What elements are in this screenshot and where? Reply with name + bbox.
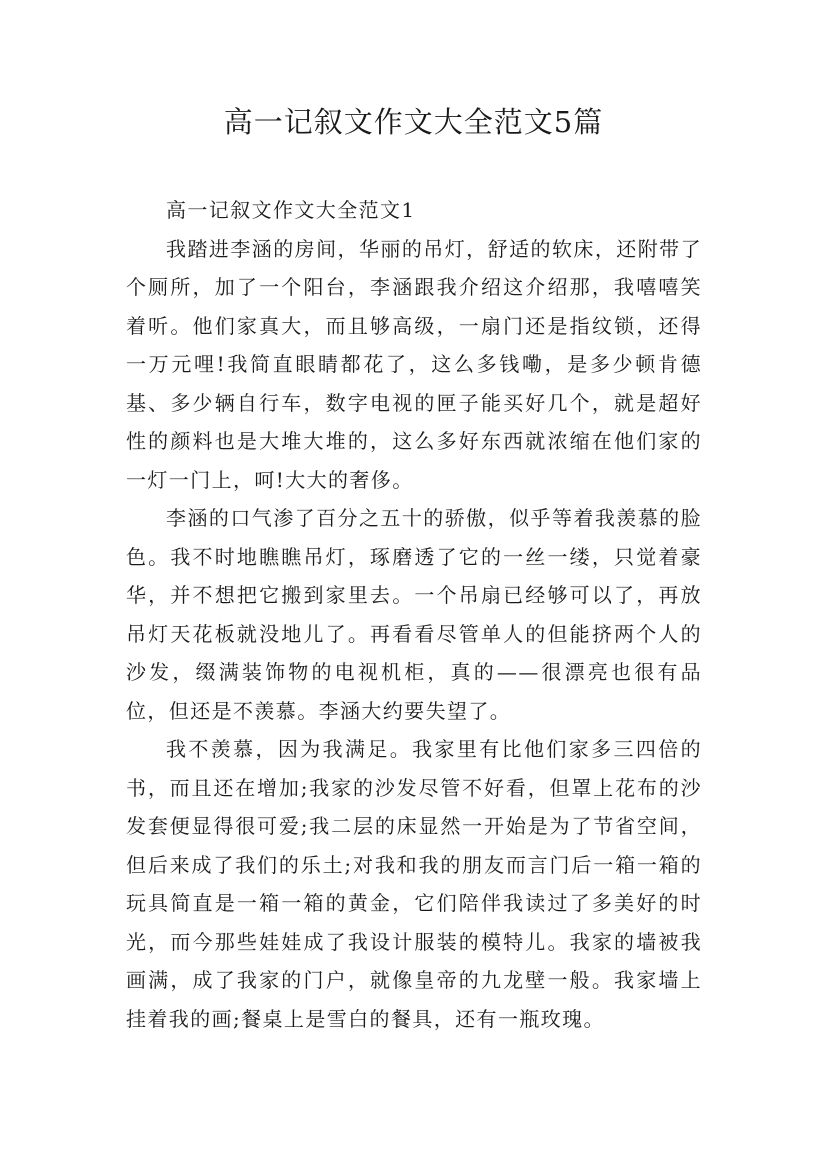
document-body <box>126 191 702 1038</box>
paragraph-3: 我不羡慕，因为我满足。我家里有比他们家多三四倍的书，而且还在增加;我家的沙发尽管不好看，但罩上花布的沙发套便显得很可爱;我二层的床显然一开始是为了节省空间，但后来成了我们的乐土;对我和我的朋友而言门后一箱一箱的玩具简直是一箱一箱的黄金，它们陪伴我读过了多美好的时光，而今那些娃娃成了我设计服装的模特儿。我家的墙被我画满，成了我家的门户，就像皇帝的九龙壁一般。我家墙上挂着我的画;餐桌上是雪白的餐具，还有一瓶玫瑰。 <box>126 737 702 1031</box>
paragraph-2: 李涵的口气渗了百分之五十的骄傲，似乎等着我羡慕的脸色。我不时地瞧瞧吊灯，琢磨透了它的一丝一缕，只觉着豪华，并不想把它搬到家里去。一个吊扇已经够可以了，再放吊灯天花板就没地儿了。再看看尽管单人的但能挤两个人的沙发，缀满装饰物的电视机柜，真的——很漂亮也很有品位，但还是不羡慕。李涵大约要失望了。 <box>126 506 702 723</box>
section-subtitle: 高一记叙文作文大全范文1 <box>166 198 416 222</box>
paragraph-1: 我踏进李涵的房间，华丽的吊灯，舒适的软床，还附带了个厕所，加了一个阳台，李涵跟我介绍这介绍那，我嘻嘻笑着听。他们家真大，而且够高级，一扇门还是指纹锁，还得一万元哩!我简直眼睛都花了，这么多钱嘞，是多少顿肯德基、多少辆自行车，数字电视的匣子能买好几个，就是超好性的颜料也是大堆大堆的，这么多好东西就浓缩在他们家的一灯一门上，呵!大大的奢侈。 <box>126 236 702 492</box>
page-title: 高一记叙文作文大全范文5篇 <box>223 105 604 139</box>
